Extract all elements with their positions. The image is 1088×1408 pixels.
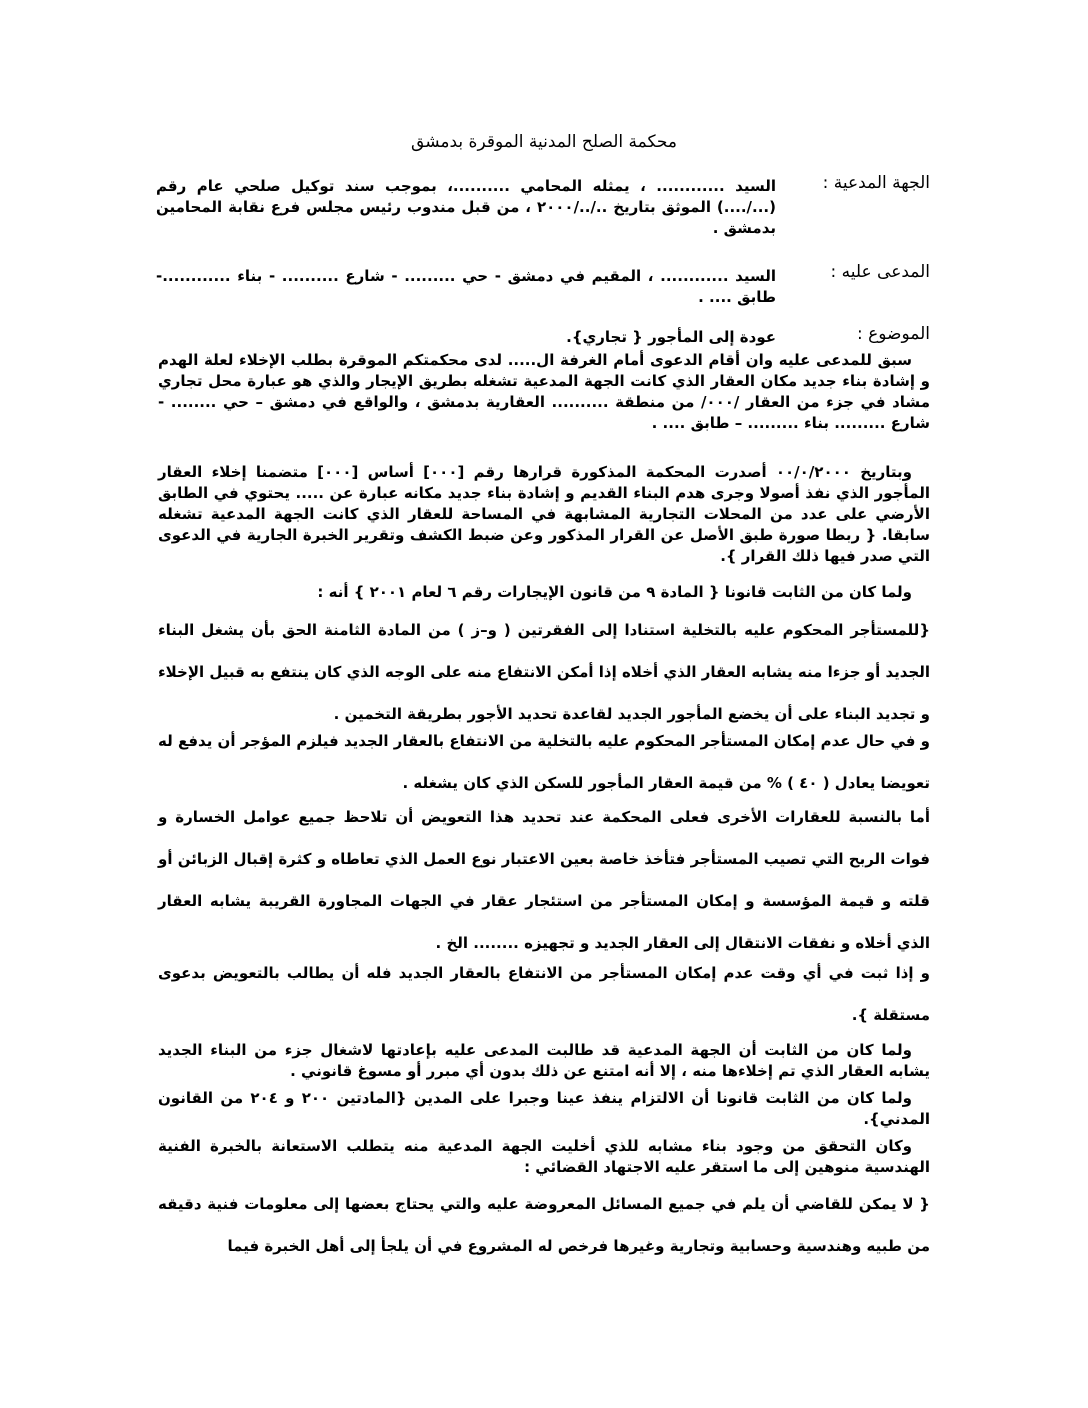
subject-text: عودة إلى المأجور { تجاري}.: [566, 328, 776, 346]
subject-label: الموضوع :: [856, 324, 930, 344]
closing-paragraph-1: ولما كان من الثابت أن الجهة المدعية قد طالبت المدعى عليه بإعادتها لاشغال جزء من البناء الجديد يشابه العقار الذي تم إخلاءها منه ، إلا أنه امتنع عن ذلك بدون أي مبرر أو مسوغ قانوني .: [158, 1041, 930, 1080]
law-quote-3: أما بالنسبة للعقارات الأخرى فعلى المحكمة عند تحديد هذا التعويض أن تلاحظ جميع عوامل الخسارة و فوات الربح التي تصيب المستأجر فتأخذ خاصة بعين الاعتبار نوع العمل الذي تعاطاه و كثرة إقبال الزبائن أو قلته و قيمة المؤسسة و إمكان المستأجر من استئجار عقار في الجهات المجاورة القريبة يشابه العقار الذي أخلاه و نفقات الانتقال إلى العقار الجديد و تجهيزه ........ الخ .: [158, 808, 930, 952]
jurisprudence-quote: { لا يمكن للقاضي أن يلم في جميع المسائل المعروضة عليه والتي يحتاج بعضها إلى معلومات فنية دقيقه من طبيه وهندسية وحسابية وتجارية وغيرها فرخص له المشروع في أن يلجأ إلى أهل الخبرة فيما: [158, 1195, 930, 1255]
defendant-text: السيد ............ ، المقيم في دمشق - حي ......... - شارع .......... - بناء ............- طابق .... .: [156, 267, 776, 306]
body-paragraph-2: وبتاريخ ٠٠/٠/٢٠٠٠ أصدرت المحكمة المذكورة قرارها رقم [٠٠٠] أساس [٠٠٠] متضمنا إخلاء العقار المأجور الذي نفذ أصولا وجرى هدم البناء القديم و إشادة بناء جديد مكانه عبارة عن ..... يحتوي في الطابق الأرضي على عدد من المحلات التجارية المشابهة في المساحة للعقار الذي كانت الجهة المدعية تشغله سابقا. { ربطا صورة طبق الأصل عن القرار المذكور وعن ضبط الكشف وتقرير الخبرة الجارية في الدعوى التي صدر فيها ذلك القرار }.: [158, 463, 930, 565]
body-paragraph-1: سبق للمدعى عليه وان أقام الدعوى أمام الغرفة ال..... لدى محكمتكم الموقرة بطلب الإخلاء لعلة الهدم و إشادة بناء جديد مكان العقار الذي كانت الجهة المدعية تشغله بطريق الإيجار والذي هو عبارة محل تجاري مشاد في جزء من العقار /٠٠٠/ من منطقة .......... العقارية بدمشق ، والواقع في دمشق – حي ........ - شارع ......... بناء ......... – طابق .... .: [158, 351, 930, 432]
plaintiff-text: السيد ............ ، يمثله المحامي ..........، بموجب سند توكيل صلحي عام رقم (.../....) الموثق بتاريخ ../../٢٠٠٠ ، من قبل مندوب رئيس مجلس فرع نقابة المحامين بدمشق .: [156, 177, 776, 237]
defendant-label: المدعى عليه :: [830, 262, 930, 282]
body-paragraph-3: ولما كان من الثابت قانونا { المادة ٩ من قانون الإيجارات رقم ٦ لعام ٢٠٠١ } أنه :: [317, 583, 912, 601]
law-quote-2: و في حال عدم إمكان المستأجر المحكوم عليه بالتخلية من الانتفاع بالعقار الجديد فيلزم المؤجر أن يدفع له تعويضا يعادل ( ٤٠ ) % من قيمة العقار المأجور للسكن الذي كان يشغله .: [158, 732, 930, 792]
plaintiff-label: الجهة المدعية :: [822, 173, 930, 193]
closing-paragraph-3: وكان التحقق من وجود بناء مشابه للذي أخليت الجهة المدعية منه يتطلب الاستعانة بالخبرة الفنية الهندسية منوهين إلى ما استقر عليه الاجتهاد القضائي :: [158, 1137, 930, 1176]
page-title: محكمة الصلح المدنية الموقرة بدمشق: [411, 132, 677, 152]
law-quote-1: {للمستأجر المحكوم عليه بالتخلية استنادا إلى الفقرتين ( و–ز ) من المادة الثامنة الحق بأن يشغل البناء الجديد أو جزءا منه يشابه العقار الذي أخلاه إذا أمكن الانتفاع منه على الوجه الذي كان ينتفع به قبيل الإخلاء و تجديد البناء على أن يخضع المأجور الجديد لقاعدة تحديد الأجور بطريقة التخمين .: [158, 621, 930, 723]
law-quote-4: و إذا ثبت في أي وقت عدم إمكان المستأجر من الانتفاع بالعقار الجديد فله أن يطالب بالتعويض بدعوى مستقلة }.: [158, 964, 930, 1024]
closing-paragraph-2: ولما كان من الثابت قانونا أن الالتزام ينفذ عينا وجبرا على المدين {المادتين ٢٠٠ و ٢٠٤ من القانون المدني}.: [158, 1089, 930, 1128]
